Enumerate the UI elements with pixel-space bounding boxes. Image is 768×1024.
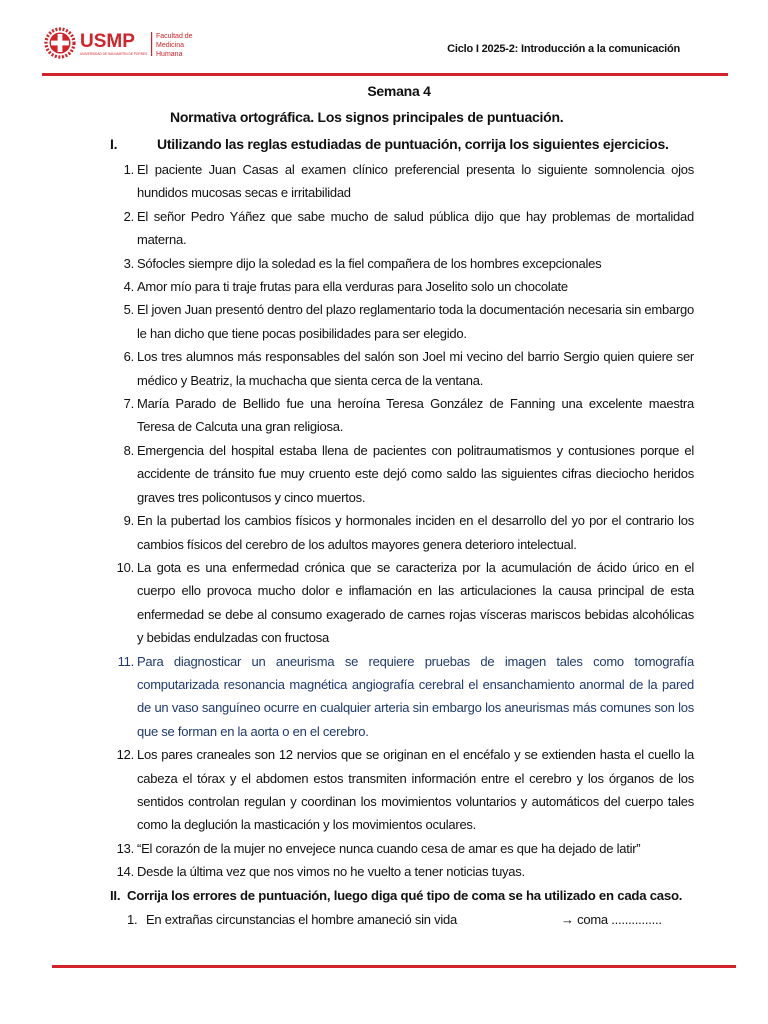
item-number: 13. bbox=[116, 840, 134, 856]
item-number: 11. bbox=[117, 653, 134, 669]
item-number: 9. bbox=[123, 513, 134, 529]
item-text: En la pubertad los cambios físicos y hormonales inciden en el desarrollo del yo por el contrario los cambios físicos del cerebro de los adultos mayores genera deterioro intelectual. bbox=[137, 513, 694, 552]
footer-rule bbox=[52, 965, 736, 968]
section-2-title: Corrija los errores de puntuación, luego diga qué tipo de coma se ha utilizado en cada caso. bbox=[127, 887, 683, 903]
list-item bbox=[0, 275, 694, 298]
section-2-list bbox=[0, 907, 768, 933]
list-item bbox=[0, 743, 694, 837]
item-text: Amor mío para ti traje frutas para ella verduras para Joselito solo un chocolate bbox=[137, 279, 568, 295]
document-body bbox=[0, 80, 768, 933]
list-item bbox=[0, 392, 694, 439]
logo-subtext: UNIVERSIDAD DE SAN MARTIN DE PORRES bbox=[80, 52, 148, 56]
section-1-number: I. bbox=[110, 136, 118, 152]
item-text: Emergencia del hospital estaba llena de pacientes con politraumatismos y contusiones porque el accidente de tránsito fue muy cruento este dejó como saldo las siguientes cifras dieciocho heridos graves tres policontusos y cinco muertos. bbox=[137, 442, 694, 505]
item-text: El joven Juan presentó dentro del plazo reglamentario toda la documentación necesaria sin embargo le han dicho que tiene pocas posibilidades para ser elegido. bbox=[137, 302, 694, 341]
list-item bbox=[0, 252, 694, 275]
section-1-list bbox=[0, 158, 768, 884]
item-text: El paciente Juan Casas al examen clínico preferencial presenta lo siguiente somnolencia ojos hundidos mucosas secas e irritabilidad bbox=[137, 162, 694, 201]
item-text: Los tres alumnos más responsables del salón son Joel mi vecino del barrio Sergio quien quiere ser médico y Beatriz, la muchacha que sienta cerca de la ventana. bbox=[137, 349, 694, 388]
usmp-logo bbox=[42, 24, 212, 64]
header-rule bbox=[42, 73, 728, 76]
course-title: Ciclo I 2025-2: Introducción a la comunicación bbox=[447, 43, 680, 55]
list-item bbox=[0, 650, 694, 744]
item-number: 6. bbox=[123, 349, 134, 365]
item-number: 12. bbox=[116, 747, 134, 763]
faculty-line-3: Humana bbox=[156, 51, 183, 58]
item-answer: → coma ............... bbox=[561, 911, 662, 927]
item-number: 5. bbox=[123, 302, 134, 318]
faculty-line-2: Medicina bbox=[156, 42, 185, 49]
list-item bbox=[0, 907, 768, 933]
item-number: 10. bbox=[116, 559, 134, 575]
list-item bbox=[0, 205, 694, 252]
logo-text: USMP bbox=[80, 31, 135, 52]
faculty-line-1: Facultad de bbox=[156, 33, 193, 40]
item-number: 3. bbox=[123, 255, 134, 271]
item-number: 4. bbox=[123, 279, 134, 295]
item-text: María Parado de Bellido fue una heroína Teresa González de Fanning una excelente maestra Teresa de Calcuta una gran religiosa. bbox=[137, 396, 694, 435]
list-item bbox=[0, 860, 694, 883]
item-number: 8. bbox=[123, 442, 134, 458]
item-text: En extrañas circunstancias el hombre amaneció sin vida bbox=[146, 911, 457, 927]
list-item bbox=[0, 509, 694, 556]
item-number: 1. bbox=[123, 162, 134, 177]
item-text: Los pares craneales son 12 nervios que se originan en el encéfalo y se extienden hasta el cuello la cabeza el tórax y el abdomen estos transmiten información entre el cerebro y los órganos de los sentidos controlan regulan y coordinan los movimientos voluntarios y automáticos del cuerpo tales como la deglución la masticación y los movimientos oculares. bbox=[137, 747, 694, 833]
item-number: 14. bbox=[116, 864, 134, 880]
page-header bbox=[0, 0, 768, 78]
list-item bbox=[0, 439, 694, 509]
list-item bbox=[0, 556, 694, 650]
item-text: El señor Pedro Yáñez que sabe mucho de salud pública dijo que hay problemas de mortalidad materna. bbox=[137, 208, 694, 248]
section-2-heading bbox=[0, 884, 768, 907]
week-title: Semana 4 bbox=[367, 83, 431, 99]
list-item bbox=[0, 158, 694, 205]
item-text: Sófocles siempre dijo la soledad es la fiel compañera de los hombres excepcionales bbox=[137, 255, 602, 271]
item-number: 7. bbox=[123, 396, 134, 412]
item-text: Para diagnosticar un aneurisma se requiere pruebas de imagen tales como tomografía computarizada resonancia magnética angiografía cerebral el ensanchamiento anormal de la pared de un vaso sanguíneo ocurre en cualquier arteria sin embargo los aneurismas más comunes son los que se forman en la aorta o en el cerebro. bbox=[137, 653, 694, 739]
item-text: La gota es una enfermedad crónica que se caracteriza por la acumulación de ácido úrico en el cuerpo ello provoca mucho dolor e inflamación en las articulaciones la causa principal de esta enfermedad se debe al consumo exagerado de carnes rojas vísceras mariscos bebidas alcohólicas y bebidas endulzadas con fructosa bbox=[137, 559, 694, 646]
item-text: “El corazón de la mujer no envejece nunca cuando cesa de amar es que ha dejado de latir” bbox=[137, 840, 641, 856]
list-item bbox=[0, 345, 694, 392]
section-1-heading bbox=[0, 130, 768, 158]
item-text: Desde la última vez que nos vimos no he vuelto a tener noticias tuyas. bbox=[137, 864, 525, 880]
topic-title: Normativa ortográfica. Los signos principales de puntuación. bbox=[170, 109, 564, 125]
section-2-number: II. bbox=[110, 887, 121, 903]
item-number: 2. bbox=[123, 208, 134, 224]
list-item bbox=[0, 837, 694, 860]
list-item bbox=[0, 298, 694, 345]
item-number: 1. bbox=[127, 911, 138, 927]
section-1-title: Utilizando las reglas estudiadas de puntuación, corrija los siguientes ejercicios. bbox=[157, 136, 669, 152]
